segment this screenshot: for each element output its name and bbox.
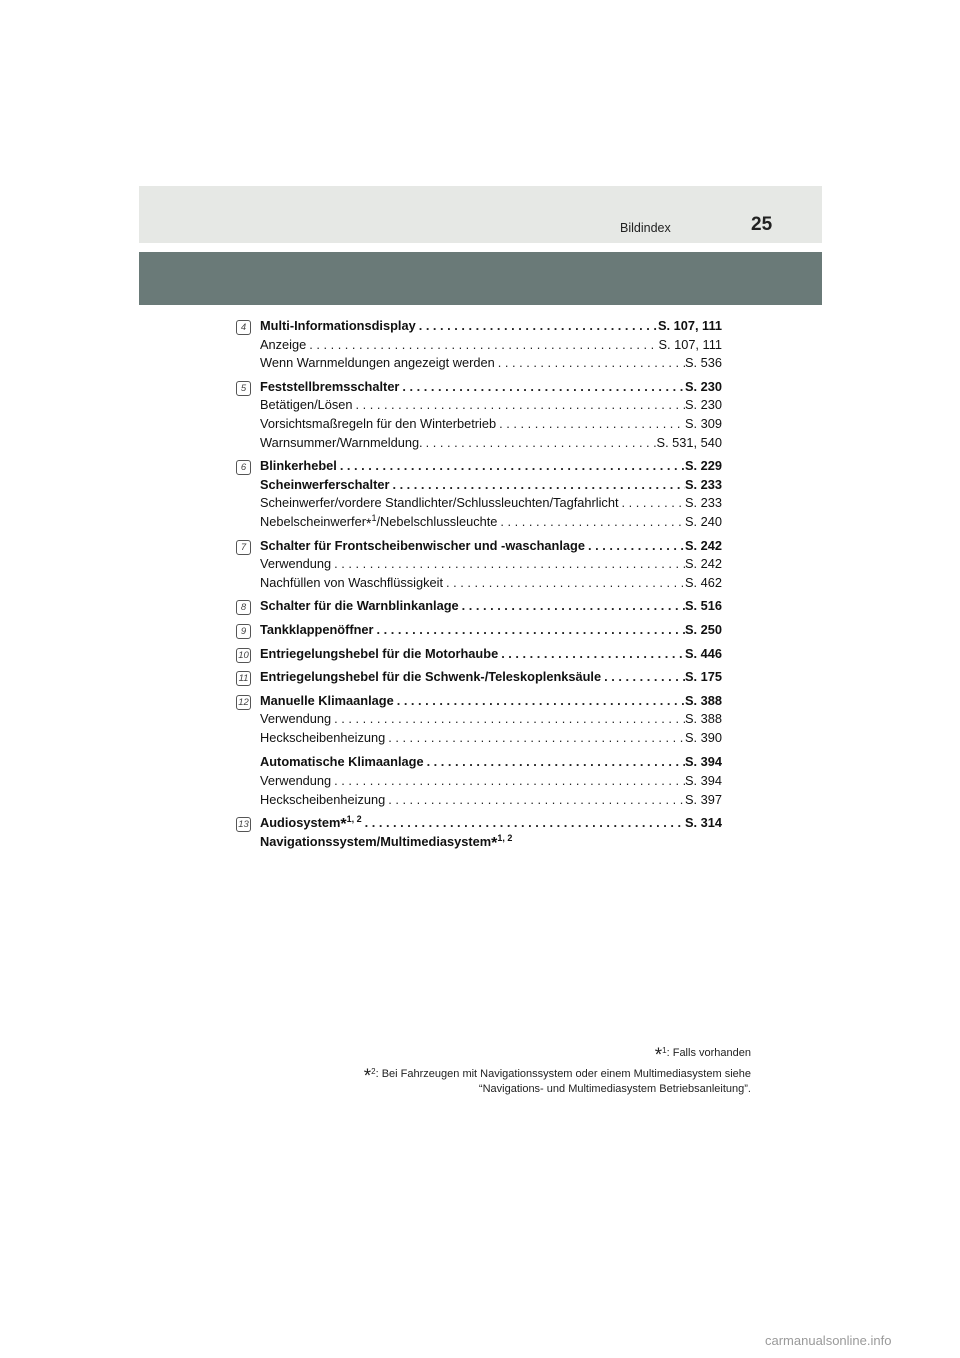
page-reference: S. 397 <box>685 791 722 807</box>
footnote-ref: 1, 2 <box>497 832 513 843</box>
section-title: Bildindex <box>620 221 671 235</box>
footnote-text: : Falls vorhanden <box>666 1047 751 1059</box>
index-heading-line[interactable] <box>260 833 722 852</box>
index-heading-line[interactable] <box>260 621 722 640</box>
page-reference: S. 107, 111 <box>657 318 722 333</box>
item-label-text: Heckscheibenheizung <box>260 729 386 745</box>
index-heading-line[interactable] <box>260 668 722 687</box>
item-label-text: Entriegelungshebel für die Motorhaube <box>260 645 499 661</box>
item-label <box>260 729 385 748</box>
index-sub-line[interactable] <box>260 415 722 434</box>
item-label <box>260 476 389 495</box>
dot-leader <box>416 317 658 336</box>
index-heading-line[interactable] <box>260 692 722 711</box>
callout-number-badge: 6 <box>236 460 251 475</box>
index-list <box>236 317 722 856</box>
item-label-text: Heckscheibenheizung <box>260 791 386 807</box>
section-bar <box>139 252 822 305</box>
callout-number-badge: 7 <box>236 540 251 555</box>
page-reference: S. 175 <box>685 669 722 685</box>
page-reference: S. 390 <box>685 729 722 745</box>
index-entry <box>236 597 722 616</box>
item-label <box>260 336 306 355</box>
asterisk-icon: * <box>491 834 498 852</box>
item-label-text: Warnsummer/Warnmeldung. <box>260 434 423 450</box>
item-label <box>260 833 512 852</box>
item-label-text: Scheinwerfer/vordere Standlichter/Schlussleuchten/Tagfahrlicht <box>260 495 619 511</box>
index-entry <box>236 537 722 593</box>
dot-leader <box>331 772 685 791</box>
item-label <box>260 513 497 532</box>
item-label-text: Vorsichtsmaßregeln für den Winterbetrieb <box>260 415 497 431</box>
page-reference: S. 394 <box>685 754 722 770</box>
asterisk-icon: * <box>340 816 347 833</box>
page-reference: S. 394 <box>685 773 722 789</box>
index-entry <box>236 814 722 851</box>
page-reference: S. 388 <box>685 692 722 708</box>
item-label-text: Schalter für Frontscheibenwischer und -waschanlage <box>260 537 585 553</box>
item-label <box>260 597 459 616</box>
dot-leader <box>585 537 685 556</box>
callout-number-badge: 10 <box>236 648 251 663</box>
index-entry <box>236 645 722 664</box>
callout-number-badge: 4 <box>236 320 251 335</box>
item-label-text: Nachfüllen von Waschflüssigkeit <box>260 574 444 590</box>
item-label-text: Automatische Klimaanlage <box>260 754 424 770</box>
index-heading-line[interactable] <box>260 814 722 833</box>
index-heading-line[interactable] <box>260 597 722 616</box>
item-label-text: Manuelle Klimaanlage <box>260 692 394 708</box>
index-heading-line[interactable] <box>260 457 722 476</box>
item-label-text: Anzeige <box>260 336 307 352</box>
index-entry <box>236 692 722 810</box>
page-reference: S. 107, 111 <box>658 336 722 352</box>
index-sub-line[interactable] <box>260 791 722 810</box>
item-label <box>260 814 362 833</box>
footnote-1 <box>191 1043 751 1066</box>
item-label <box>260 791 385 810</box>
footnote-ref: 1, 2 <box>346 814 362 825</box>
dot-leader <box>496 415 685 434</box>
item-label <box>260 710 331 729</box>
item-label-text: Scheinwerferschalter <box>260 476 390 492</box>
index-sub-line[interactable] <box>260 710 722 729</box>
dot-leader <box>353 396 686 415</box>
index-sub-line[interactable] <box>260 772 722 791</box>
callout-number-badge: 11 <box>236 671 251 686</box>
index-entry <box>236 457 722 531</box>
item-label <box>260 457 337 476</box>
index-heading-line[interactable] <box>260 645 722 664</box>
item-label <box>260 692 394 711</box>
dot-leader <box>385 791 685 810</box>
asterisk-icon: * <box>654 1045 663 1066</box>
page-number: 25 <box>751 214 773 235</box>
header-band <box>139 186 822 243</box>
item-label <box>260 555 331 574</box>
item-label-text: Blinkerhebel <box>260 458 337 474</box>
footnote-text-continued: “Navigations- und Multimediasystem Betriebsanleitung”. <box>478 1083 751 1095</box>
dot-leader <box>601 668 685 687</box>
page-reference: S. 240 <box>685 513 722 529</box>
dot-leader <box>459 597 685 616</box>
index-sub-line[interactable] <box>260 396 722 415</box>
item-label <box>260 772 331 791</box>
dot-leader <box>385 729 685 748</box>
item-label-text: Nebelscheinwerfer <box>260 513 366 529</box>
page-reference: S. 242 <box>685 556 722 572</box>
footnote-2 <box>191 1064 751 1097</box>
page-reference: S. 536 <box>685 355 722 371</box>
asterisk-icon: * <box>363 1066 372 1087</box>
dot-leader <box>374 621 685 640</box>
item-label <box>260 574 443 593</box>
callout-number-badge: 12 <box>236 695 251 710</box>
item-label <box>260 396 353 415</box>
item-label-text: Verwendung <box>260 711 332 727</box>
footnote-text: : Bei Fahrzeugen mit Navigationssystem oder einem Multimediasystem siehe <box>375 1068 751 1080</box>
footnotes <box>191 1043 751 1100</box>
item-label-text: Audiosystem <box>260 815 341 831</box>
item-label-text: Entriegelungshebel für die Schwenk-/Teleskoplenksäule <box>260 669 602 685</box>
callout-number-badge: 5 <box>236 381 251 396</box>
index-sub-line[interactable] <box>260 729 722 748</box>
dot-leader <box>495 354 685 373</box>
item-label <box>260 645 498 664</box>
item-label <box>260 537 585 556</box>
item-label-text: Schalter für die Warnblinkanlage <box>260 598 459 614</box>
item-label-text: Betätigen/Lösen <box>260 397 353 413</box>
index-entry <box>236 621 722 640</box>
item-label <box>260 354 495 373</box>
item-label-suffix: /Nebelschlussleuchte <box>376 513 498 529</box>
item-label-text: Multi-Informationsdisplay <box>260 318 416 333</box>
dot-leader <box>362 814 685 833</box>
item-label <box>260 668 601 687</box>
item-label-text: Feststellbremsschalter <box>260 378 400 394</box>
index-heading-line[interactable] <box>260 317 722 336</box>
callout-number-badge: 13 <box>236 817 251 832</box>
item-label-text: Navigationssystem/Multimediasystem <box>260 833 492 849</box>
dot-leader <box>331 555 685 574</box>
index-heading-line[interactable] <box>260 476 722 495</box>
footnote-ref: 1 <box>371 512 377 523</box>
page-reference: S. 309 <box>685 415 722 431</box>
index-sub-line[interactable] <box>260 574 722 593</box>
page-reference: S. 230 <box>685 397 722 413</box>
dot-leader <box>337 457 685 476</box>
index-sub-line[interactable] <box>260 494 722 513</box>
item-label <box>260 317 416 336</box>
item-label <box>260 378 399 397</box>
watermark: carmanualsonline.info <box>765 1333 892 1348</box>
dot-leader <box>389 476 685 495</box>
callout-number-badge: 9 <box>236 624 251 639</box>
item-label <box>260 494 619 513</box>
item-label <box>260 621 374 640</box>
dot-leader <box>331 710 685 729</box>
index-sub-line[interactable] <box>260 336 722 355</box>
dot-leader <box>497 513 685 532</box>
index-entry <box>236 378 722 452</box>
page-reference: S. 388 <box>685 711 722 727</box>
index-heading-line[interactable] <box>260 753 722 772</box>
dot-leader <box>399 378 685 397</box>
page-reference: S. 233 <box>685 476 722 492</box>
page-reference: S. 250 <box>685 621 722 637</box>
index-heading-line[interactable] <box>260 378 722 397</box>
item-label <box>260 753 424 772</box>
item-label <box>260 415 496 434</box>
page-reference: S. 242 <box>685 537 722 553</box>
item-label-text: Verwendung <box>260 773 332 789</box>
index-sub-line[interactable] <box>260 513 722 532</box>
item-label-text: Wenn Warnmeldungen angezeigt werden <box>260 355 495 371</box>
page-reference: S. 314 <box>685 815 722 831</box>
page-reference: S. 230 <box>685 378 722 394</box>
page-reference: S. 229 <box>685 458 722 474</box>
item-label <box>260 434 423 453</box>
dot-leader <box>306 336 658 355</box>
dot-leader <box>619 494 686 513</box>
asterisk-icon: * <box>365 514 372 531</box>
page-reference: S. 233 <box>685 495 722 511</box>
item-label-text: Verwendung <box>260 556 332 572</box>
dot-leader <box>394 692 685 711</box>
dot-leader <box>443 574 685 593</box>
footnote-marker: 1 <box>662 1046 667 1055</box>
dot-leader <box>424 753 685 772</box>
index-entry <box>236 668 722 687</box>
index-heading-line[interactable] <box>260 537 722 556</box>
footnote-marker: 2 <box>371 1067 376 1076</box>
callout-number-badge: 8 <box>236 600 251 615</box>
dot-leader <box>423 434 657 453</box>
index-sub-line[interactable] <box>260 354 722 373</box>
index-entry <box>236 317 722 373</box>
page-reference: S. 516 <box>685 598 722 614</box>
dot-leader <box>498 645 685 664</box>
item-label-text: Tankklappenöffner <box>260 621 374 637</box>
index-sub-line[interactable] <box>260 555 722 574</box>
page-reference: S. 462 <box>685 574 722 590</box>
page-reference: S. 446 <box>685 645 722 661</box>
page-reference: S. 531, 540 <box>656 434 722 450</box>
index-sub-line[interactable] <box>260 434 722 453</box>
